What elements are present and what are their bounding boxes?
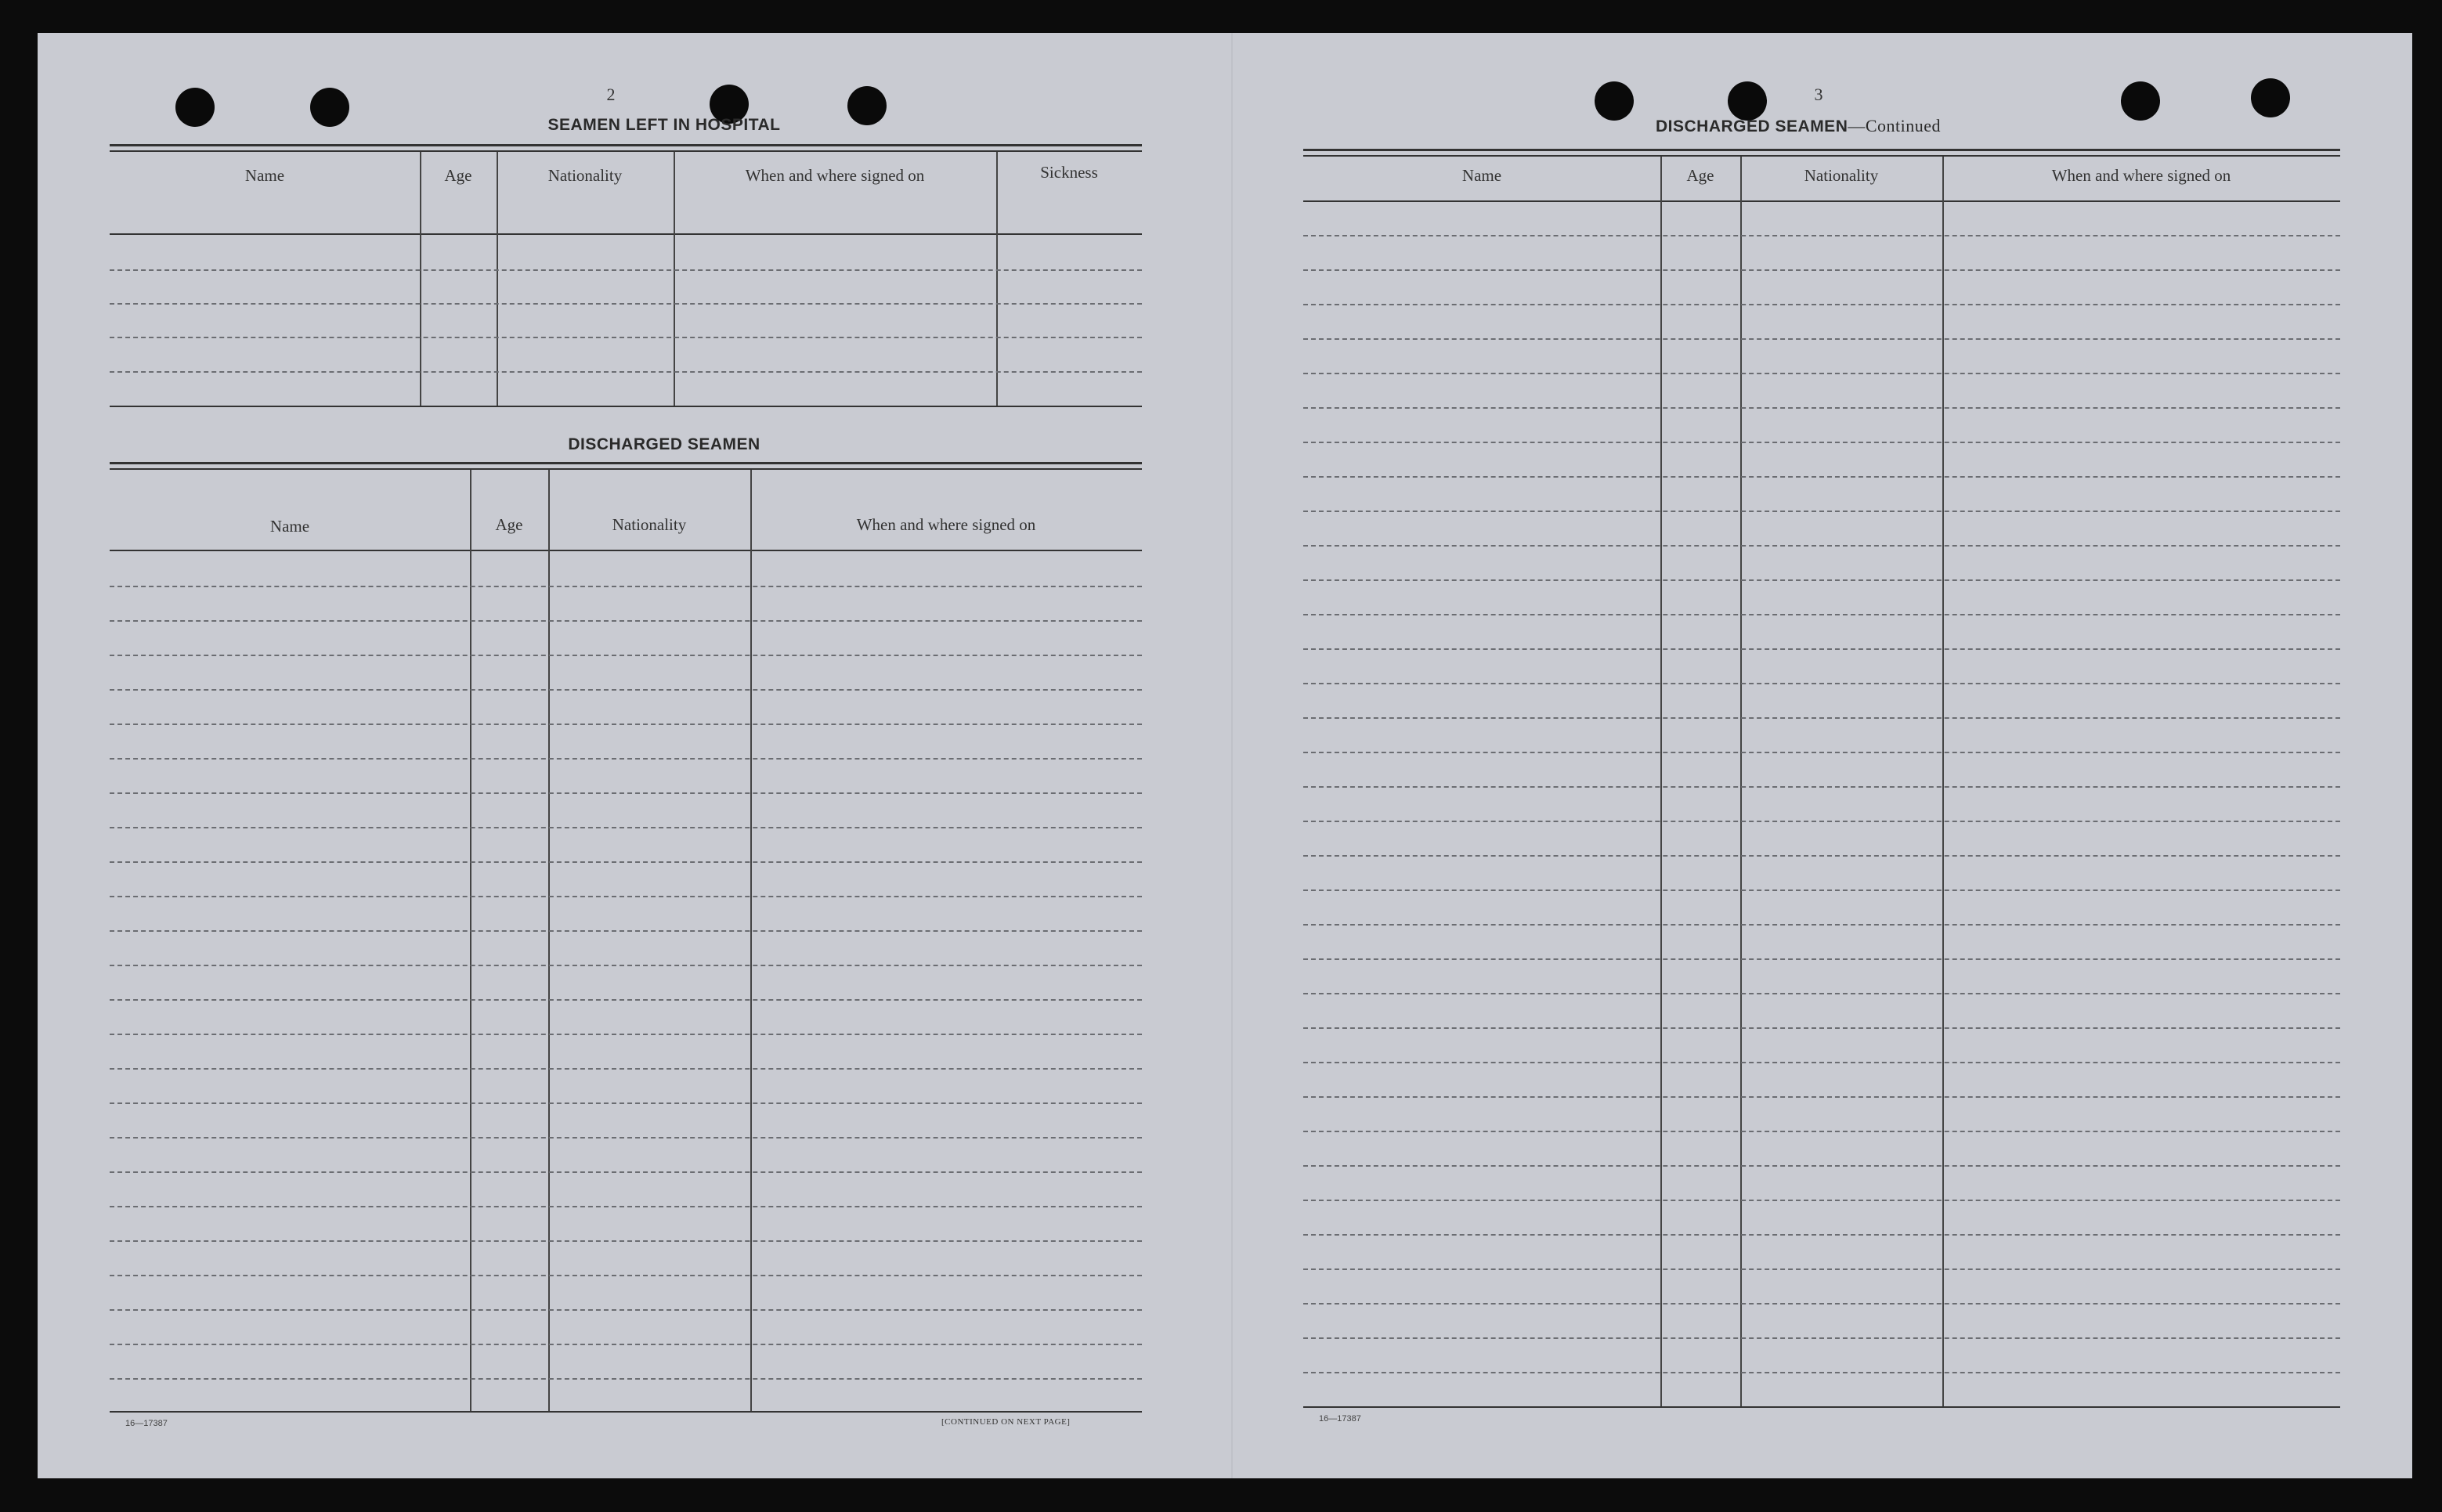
punch-hole <box>1728 81 1767 121</box>
col-head-name: Name <box>269 517 310 536</box>
col-head-signed-on: When and where signed on <box>856 515 1036 534</box>
discharged-continued-title: DISCHARGED SEAMEN—Continued <box>1656 116 1942 135</box>
page-number-right: 3 <box>1814 85 1823 104</box>
punch-hole <box>310 88 349 127</box>
col-head-nationality: Nationality <box>547 166 623 185</box>
discharged-section-title: DISCHARGED SEAMEN <box>568 435 760 453</box>
col-head-age: Age <box>495 515 523 534</box>
punch-hole <box>1595 81 1634 121</box>
discharged-table-left <box>110 462 1142 1417</box>
continued-note: [CONTINUED ON NEXT PAGE] <box>941 1417 1071 1427</box>
punch-hole <box>175 88 215 127</box>
col-head-name: Name <box>244 166 285 185</box>
col-head-age: Age <box>1686 166 1714 185</box>
punch-hole <box>2251 78 2290 117</box>
discharged-table-right <box>1303 149 2340 1413</box>
punch-hole <box>2121 81 2160 121</box>
punch-hole <box>847 86 887 125</box>
hospital-section-title: SEAMEN LEFT IN HOSPITAL <box>547 116 781 134</box>
form-code-right: 16—17387 <box>1319 1414 1361 1424</box>
form-code-left: 16—17387 <box>125 1419 168 1428</box>
col-head-nationality: Nationality <box>612 515 687 534</box>
col-head-sickness: Sickness <box>1040 163 1098 182</box>
col-head-signed-on: When and where signed on <box>2051 166 2231 185</box>
document-sheet <box>38 33 2412 1478</box>
hospital-table <box>110 144 1142 410</box>
col-head-nationality: Nationality <box>1804 166 1879 185</box>
page-number-left: 2 <box>606 85 616 104</box>
col-head-name: Name <box>1461 166 1502 185</box>
page-fold <box>1231 33 1233 1478</box>
col-head-signed-on: When and where signed on <box>745 166 925 185</box>
col-head-age: Age <box>444 166 472 185</box>
